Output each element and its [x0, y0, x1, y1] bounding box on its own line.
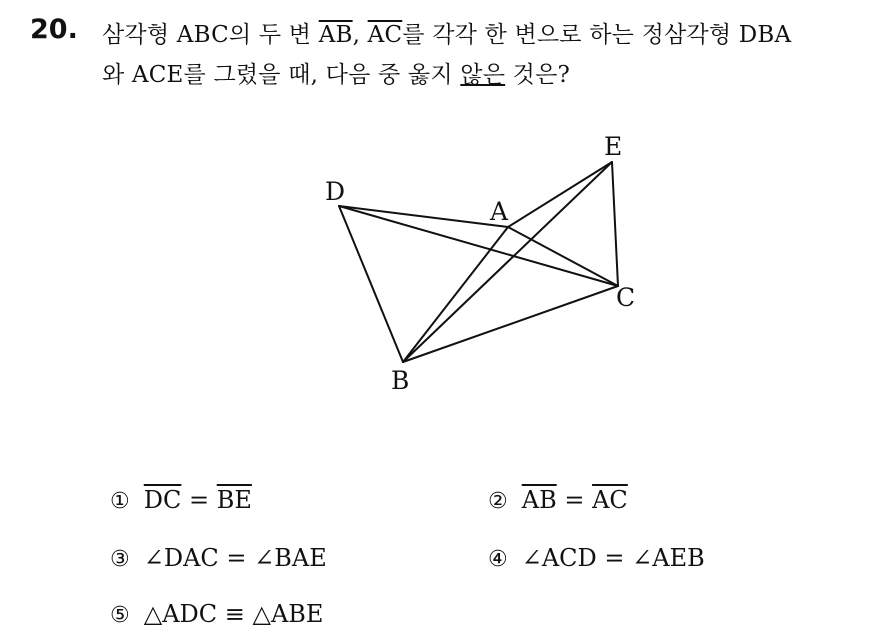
seg-b-c — [403, 286, 618, 362]
seg-a-e — [508, 162, 612, 227]
option-3[interactable] — [110, 544, 327, 572]
q2-pre: 와 ACE를 그렸을 때, 다음 중 옳지 — [102, 62, 461, 88]
label-a: A — [490, 197, 509, 226]
option-5[interactable] — [110, 600, 323, 628]
seg-d-c — [339, 206, 618, 286]
option-3-mark: ③ — [110, 547, 130, 572]
option-4-mark: ④ — [488, 547, 508, 572]
option-1-mark: ① — [110, 489, 130, 514]
option-3-text: ∠DAC = ∠BAE — [143, 544, 327, 572]
option-2[interactable] — [488, 486, 628, 514]
option-2-lhs: $\overline{AB}$ — [521, 486, 557, 514]
option-2-rhs: $\overline{AC}$ — [592, 486, 628, 514]
q1-mid: , — [352, 22, 368, 48]
label-c: C — [616, 283, 636, 312]
seg-a-c — [508, 227, 618, 286]
option-4-text: ∠ACD = ∠AEB — [521, 544, 705, 572]
option-1-lhs: $\overline{DC}$ — [143, 486, 182, 514]
question-number: 20. — [30, 14, 78, 45]
seg-e-c — [612, 162, 618, 286]
option-1-eq: = — [181, 486, 217, 514]
option-5-text: △ADC ≡ △ABE — [143, 600, 324, 628]
option-2-eq: = — [556, 486, 593, 514]
option-1[interactable] — [110, 486, 252, 514]
option-5-mark: ⑤ — [110, 603, 130, 628]
q1-post: 를 각각 한 변으로 하는 정삼각형 DBA — [402, 22, 792, 48]
label-b: B — [391, 366, 410, 395]
seg-d-b — [339, 206, 403, 362]
option-1-rhs: $\overline{BE}$ — [216, 486, 252, 514]
seg-b-e — [403, 162, 612, 362]
label-e: E — [604, 132, 623, 161]
seg-d-a — [339, 206, 508, 227]
segment-ab-overline: $\overline{AB}$ — [318, 22, 353, 48]
seg-a-b — [403, 227, 508, 362]
label-d: D — [325, 177, 346, 206]
segment-ac-overline: $\overline{AC}$ — [367, 22, 403, 48]
q1-pre: 삼각형 ABC의 두 변 — [102, 22, 319, 48]
q2-post: 것은? — [505, 62, 571, 88]
option-4[interactable] — [488, 544, 705, 572]
underlined-word: 않은 — [460, 62, 506, 88]
option-2-mark: ② — [488, 489, 508, 514]
